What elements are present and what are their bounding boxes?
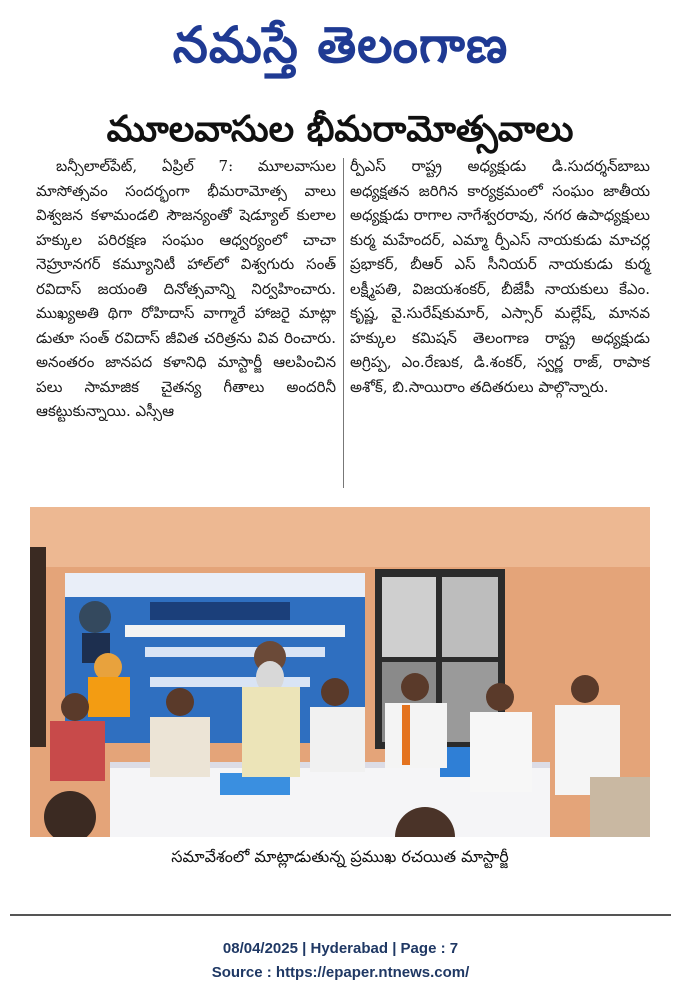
article-column-left: బన్సీలాల్‌పేట్, ఏప్రిల్ 7: మూలవాసుల మాసోత్సవం సందర్భంగా భీమరామోత్స వాలు విశ్వజన కళామండలి సౌజన్యంతో షెడ్యూల్ కులాల హక్కుల పరిరక్షణ సంఘం ఆధ్వర్యంలో చాచా నెహ్రూనగర్ కమ్యూనిటీ హాల్‌లో విశ్వగురు సంత్ రవిదాస్ జయంతి దినోత్సవాన్ని నిర్వహించారు. ముఖ్యఅతి థిగా రోహిదాస్ వాగ్మారే హాజరై మాట్లా డుతూ సంత్ రవిదాస్ జీవిత చరిత్రను వివ రించారు. అనంతరం జానపద కళానిధి మాస్టార్జీ ఆలపించిన పలు సామాజిక చైతన్య గీతాలు అందరినీ ఆకట్టుకున్నాయి. ఎస్సీఆ bbox=[36, 157, 336, 420]
footer-date-edition: 08/04/2025 | Hyderabad | Page : 7 bbox=[222, 940, 459, 957]
footer-divider bbox=[10, 914, 671, 916]
article-headline: మూలవాసుల భీమరామోత్సవాలు bbox=[106, 109, 574, 150]
column-divider bbox=[343, 158, 344, 488]
footer-source: Source : https://epaper.ntnews.com/ bbox=[211, 964, 470, 981]
article-photo bbox=[30, 507, 650, 837]
photo-caption: సమావేశంలో మాట్లాడుతున్న ప్రముఖ రచయిత మాస్టార్జీ bbox=[171, 847, 509, 866]
masthead-title: నమస్తే తెలంగాణ bbox=[172, 16, 509, 74]
article-column-right: ర్పీఎస్ రాష్ట్ర అధ్యక్షుడు డి.సుదర్శన్‌బాబు అధ్యక్షతన జరిగిన కార్యక్రమంలో సంఘం జాతీయ అధ్యక్షుడు రాగాల నాగేశ్వరరావు, నగర ఉపాధ్యక్షులు కుర్మ మహేందర్, ఎమ్మా ర్పీఎస్ నాయకుడు మాచర్ల ప్రభాకర్, బీఆర్ ఎస్ సీనియర్ నాయకుడు కుర్మ లక్ష్మీపతి, విజయశంకర్, బీజేపీ నాయకులు కేఎం. కృష్ణ, వై.సురేష్‌కుమార్, ఎస్సార్ మల్లేష్, మానవ హక్కుల కమిషన్ తెలంగాణ రాష్ట్ర అధ్యక్షుడు అగ్రిప్ప, ఎం.రేణుక, డి.శంకర్, స్వర్ణ రాజ్, రాపాక అశోక్, బి.సాయిరాం తదితరులు పాల్గొన్నారు. bbox=[350, 157, 650, 396]
